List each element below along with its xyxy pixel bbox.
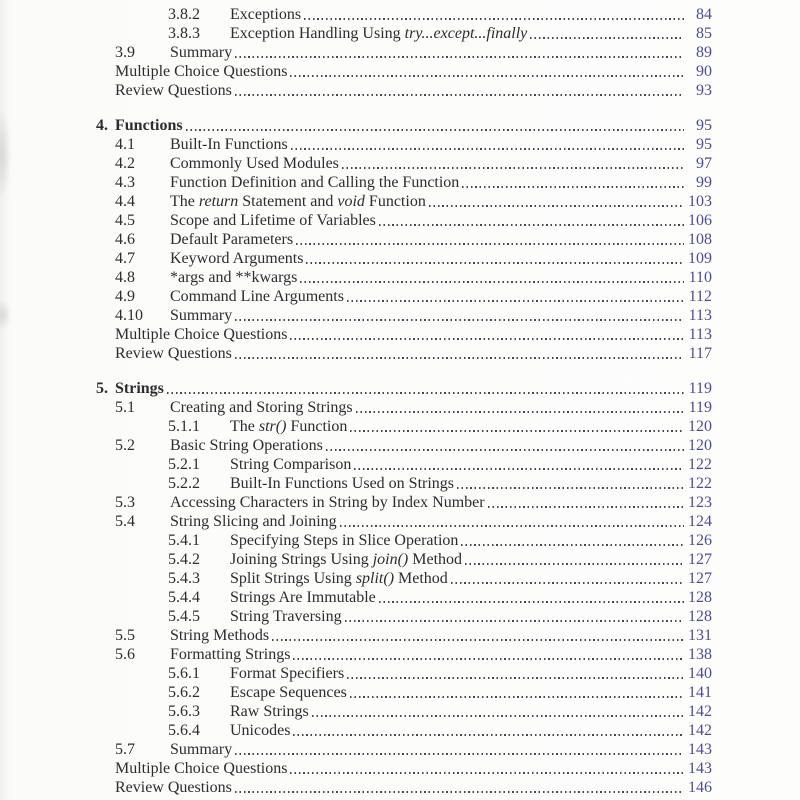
entry-title: Summary [170,44,233,61]
entry-title: String Methods [170,627,270,644]
page-number: 109 [688,250,712,267]
page-number: 90 [696,63,712,80]
entry-number: 5.2.1 [168,456,200,473]
dot-leader [235,94,684,96]
page-number: 120 [688,437,712,454]
page-number: 119 [688,399,712,416]
page-number: 123 [688,494,712,511]
entry-title: Built-In Functions Used on Strings [230,475,455,492]
entry-number: 5.6 [115,646,135,663]
toc-entry [0,436,800,455]
dot-leader [167,392,684,394]
entry-number: 5.6.2 [168,684,200,701]
dot-leader [235,791,684,793]
entry-title: Split Strings Using split() Method [230,570,448,587]
entry-title: *args and **kwargs [170,269,298,286]
page-number: 120 [688,418,712,435]
toc-entry [0,81,800,100]
entry-title: Raw Strings [230,703,309,720]
dot-leader [342,167,684,169]
toc-entry [0,344,800,363]
dot-leader [356,411,684,413]
page-number: 142 [688,703,712,720]
toc-group [0,116,800,363]
page-number: 117 [688,345,712,362]
dot-leader [465,563,684,565]
page-number: 103 [688,193,712,210]
toc-entry [0,325,800,344]
table-of-contents [0,5,800,797]
page-number: 84 [696,6,712,23]
toc-entry [0,683,800,702]
page-number: 142 [688,722,712,739]
page-number: 93 [696,82,712,99]
toc-entry [0,211,800,230]
toc-entry [0,24,800,43]
toc-entry [0,664,800,683]
dot-leader [235,319,684,321]
dot-leader [350,696,684,698]
dot-leader [235,753,684,755]
entry-title: Escape Sequences [230,684,347,701]
entry-title: Exception Handling Using try...except...finally [230,25,528,42]
entry-title: Formatting Strings [170,646,291,663]
page-number: 131 [688,627,712,644]
toc-group [0,5,800,100]
entry-number: 4.6 [115,231,135,248]
page-number: 113 [688,307,712,324]
toc-entry [0,531,800,550]
entry-number: 3.8.2 [168,6,200,23]
page-number: 95 [696,117,712,134]
entry-number: 3.9 [115,44,135,61]
entry-number: 5.6.1 [168,665,200,682]
toc-entry [0,154,800,173]
entry-title: Keyword Arguments [170,250,304,267]
dot-leader [186,129,684,131]
toc-entry [0,740,800,759]
dot-leader [379,224,684,226]
toc-entry [0,287,800,306]
entry-title: Scope and Lifetime of Variables [170,212,376,229]
entry-title: Review Questions [115,779,232,796]
toc-entry [0,512,800,531]
entry-number: 5.4.3 [168,570,200,587]
entry-title: Accessing Characters in String by Index Number [170,494,485,511]
entry-title: Specifying Steps in Slice Operation [230,532,459,549]
page-number: 108 [688,231,712,248]
entry-number: 4.9 [115,288,135,305]
toc-entry [0,192,800,211]
toc-entry [0,230,800,249]
toc-entry [0,607,800,626]
entry-number: 4.4 [115,193,135,210]
entry-number: 5.6.3 [168,703,200,720]
toc-entry [0,455,800,474]
entry-number: 4. [96,117,108,134]
page-number: 97 [696,155,712,172]
dot-leader [291,148,684,150]
page-number: 146 [688,779,712,796]
entry-title: Creating and Storing Strings [170,399,353,416]
dot-leader [345,620,684,622]
entry-number: 4.3 [115,174,135,191]
dot-leader [347,677,684,679]
toc-entry [0,62,800,81]
dot-leader [290,75,684,77]
dot-leader [530,37,684,39]
entry-title: Functions [115,117,183,134]
entry-title: Exceptions [230,6,302,23]
dot-leader [293,734,684,736]
entry-title: Strings Are Immutable [230,589,376,606]
dot-leader [235,357,684,359]
entry-title: Basic String Operations [170,437,323,454]
entry-number: 5.2 [115,437,135,454]
toc-entry [0,569,800,588]
entry-number: 4.10 [115,307,143,324]
entry-number: 3.8.3 [168,25,200,42]
entry-number: 5. [96,380,108,397]
dot-leader [488,506,684,508]
page-number: 143 [688,760,712,777]
toc-entry [0,626,800,645]
page-number: 106 [688,212,712,229]
entry-title: Command Line Arguments [170,288,344,305]
dot-leader [354,468,684,470]
entry-title: Strings [115,380,164,397]
entry-title: String Traversing [230,608,342,625]
dot-leader [462,186,684,188]
page-number: 113 [688,326,712,343]
entry-number: 5.6.4 [168,722,200,739]
toc-entry [0,550,800,569]
page-number: 127 [688,551,712,568]
dot-leader [429,205,684,207]
toc-entry [0,398,800,417]
toc-entry [0,721,800,740]
dot-leader [312,715,684,717]
toc-entry [0,173,800,192]
toc-entry [0,645,800,664]
entry-number: 5.4.5 [168,608,200,625]
dot-leader [290,772,684,774]
entry-number: 5.4.2 [168,551,200,568]
entry-title: Unicodes [230,722,291,739]
toc-entry [0,43,800,62]
entry-title: The str() Function [230,418,348,435]
page-number: 124 [688,513,712,530]
entry-title: The return Statement and void Function [170,193,426,210]
entry-title: Summary [170,307,233,324]
page-number: 128 [688,608,712,625]
page-number: 110 [688,269,712,286]
entry-number: 5.4 [115,513,135,530]
toc-entry [0,135,800,154]
toc-entry [0,778,800,797]
page-number: 119 [688,380,712,397]
dot-leader [326,449,684,451]
page-number: 112 [688,288,712,305]
dot-leader [347,300,684,302]
dot-leader [293,658,684,660]
page-number: 140 [688,665,712,682]
entry-number: 5.3 [115,494,135,511]
page-number: 99 [696,174,712,191]
dot-leader [451,582,684,584]
toc-entry [0,116,800,135]
toc-entry [0,493,800,512]
page-number: 138 [688,646,712,663]
page-number: 85 [696,25,712,42]
entry-title: Commonly Used Modules [170,155,339,172]
page-number: 89 [696,44,712,61]
entry-title: Multiple Choice Questions [115,63,288,80]
page-number: 143 [688,741,712,758]
entry-title: String Comparison [230,456,352,473]
dot-leader [304,18,684,20]
entry-title: Built-In Functions [170,136,288,153]
entry-number: 5.2.2 [168,475,200,492]
entry-number: 5.4.4 [168,589,200,606]
entry-title: Summary [170,741,233,758]
dot-leader [379,601,684,603]
entry-title: Joining Strings Using join() Method [230,551,463,568]
dot-leader [306,262,684,264]
entry-title: Function Definition and Calling the Function [170,174,460,191]
toc-entry [0,417,800,436]
entry-title: Review Questions [115,345,232,362]
dot-leader [340,525,684,527]
entry-number: 4.1 [115,136,135,153]
entry-number: 4.7 [115,250,135,267]
entry-number: 5.1.1 [168,418,200,435]
entry-number: 5.4.1 [168,532,200,549]
entry-number: 4.2 [115,155,135,172]
entry-title: Multiple Choice Questions [115,326,288,343]
dot-leader [457,487,684,489]
entry-title: String Slicing and Joining [170,513,337,530]
page-number: 127 [688,570,712,587]
entry-number: 5.1 [115,399,135,416]
page-number: 122 [688,475,712,492]
toc-group [0,379,800,797]
page-number: 122 [688,456,712,473]
entry-number: 5.7 [115,741,135,758]
page-number: 95 [696,136,712,153]
entry-title: Format Specifiers [230,665,345,682]
dot-leader [235,56,684,58]
entry-number: 4.8 [115,269,135,286]
page-number: 126 [688,532,712,549]
toc-entry [0,759,800,778]
entry-title: Review Questions [115,82,232,99]
dot-leader [272,639,684,641]
entry-number: 4.5 [115,212,135,229]
toc-entry [0,306,800,325]
entry-number: 5.5 [115,627,135,644]
toc-entry [0,5,800,24]
toc-entry [0,588,800,607]
page-number: 141 [688,684,712,701]
toc-entry [0,379,800,398]
toc-entry [0,474,800,493]
entry-title: Default Parameters [170,231,294,248]
toc-entry [0,249,800,268]
dot-leader [300,281,684,283]
entry-title: Multiple Choice Questions [115,760,288,777]
dot-leader [350,430,684,432]
dot-leader [290,338,684,340]
page-number: 128 [688,589,712,606]
dot-leader [461,544,684,546]
toc-entry [0,702,800,721]
toc-entry [0,268,800,287]
dot-leader [296,243,684,245]
